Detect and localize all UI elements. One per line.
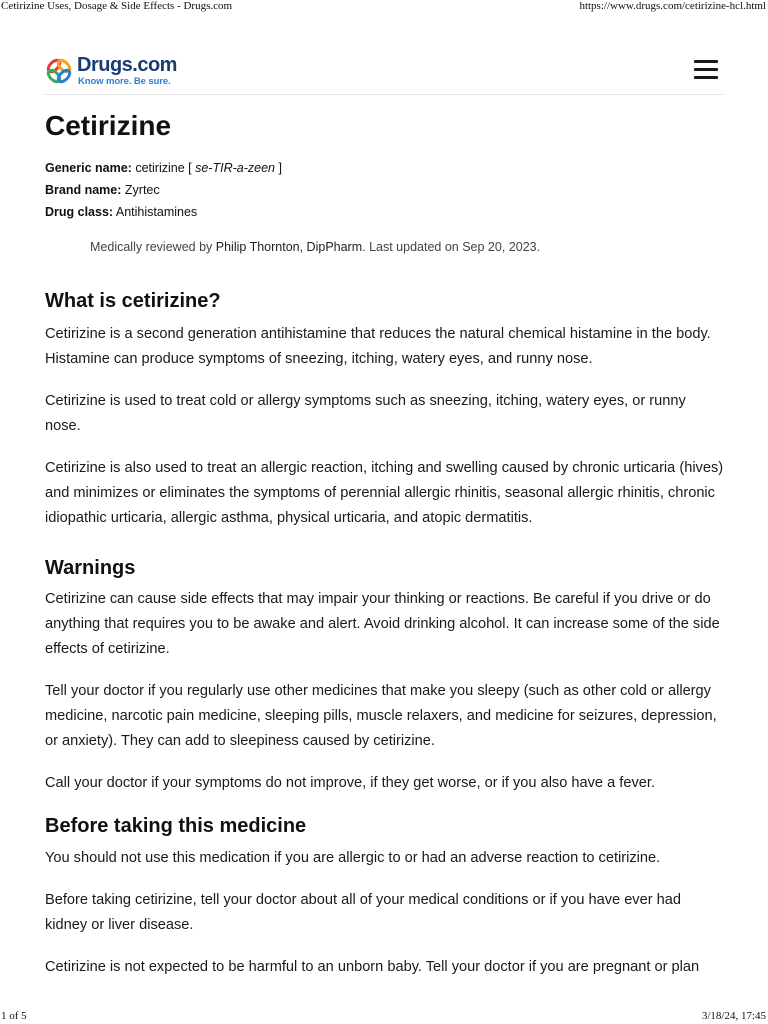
last-updated: . Last updated on Sep 20, 2023. bbox=[362, 240, 541, 254]
paragraph: Cetirizine is used to treat cold or allergy symptoms such as sneezing, itching, watery eyes, or runny nose. bbox=[45, 393, 686, 434]
logo-wordmark: Drugs.com bbox=[77, 54, 177, 76]
section-heading: Before taking this medicine bbox=[45, 815, 307, 837]
print-page-title: Cetirizine Uses, Dosage & Side Effects - Drugs.com bbox=[1, 0, 233, 12]
site-logo[interactable] bbox=[44, 54, 204, 88]
brand-name-value: Zyrtec bbox=[124, 183, 160, 197]
section-before-taking bbox=[45, 813, 725, 980]
pronunciation-close: ] bbox=[278, 161, 282, 175]
generic-name-label: Generic name: bbox=[45, 161, 132, 175]
drugs-com-logo-icon bbox=[44, 56, 74, 86]
paragraph: Cetirizine is also used to treat an allergic reaction, itching and swelling caused by chronic urticaria (hives) and minimizes or eliminates the symptoms of perennial allergic rhinitis, seasonal allergic rhinitis, chronic idiopathic urticaria, allergic asthma, physical urticaria, and atopic dermatitis. bbox=[45, 460, 724, 526]
reviewer-link[interactable]: Philip Thornton, DipPharm bbox=[215, 240, 363, 254]
drug-class-label: Drug class: bbox=[45, 205, 114, 219]
pronunciation: se-TIR-a-zeen bbox=[195, 161, 275, 175]
page-title: Cetirizine bbox=[45, 110, 172, 141]
print-footer bbox=[0, 1010, 768, 1024]
print-header bbox=[0, 0, 768, 14]
article bbox=[45, 106, 725, 980]
paragraph: Call your doctor if your symptoms do not improve, if they get worse, or if you also have a fever. bbox=[45, 775, 655, 791]
review-byline bbox=[45, 237, 725, 257]
site-header bbox=[44, 52, 724, 95]
review-prefix: Medically reviewed by bbox=[90, 240, 213, 254]
pronunciation-open: [ bbox=[188, 161, 192, 175]
logo-tagline: Know more. Be sure. bbox=[78, 76, 171, 87]
generic-name-row bbox=[45, 157, 725, 179]
section-heading: What is cetirizine? bbox=[45, 290, 221, 312]
paragraph: Tell your doctor if you regularly use other medicines that make you sleepy (such as other cold or allergy medicine, narcotic pain medicine, sleeping pills, muscle relaxers, and medicine for seizures, depression, or anxiety). They can add to sleepiness caused by cetirizine. bbox=[45, 683, 717, 749]
drug-class-value[interactable]: Antihistamines bbox=[115, 205, 198, 219]
drug-meta bbox=[45, 157, 725, 223]
page-counter: 1 of 5 bbox=[1, 1010, 27, 1022]
paragraph: Cetirizine can cause side effects that may impair your thinking or reactions. Be careful if you drive or do anything that requires you to be awake and alert. Avoid drinking alcohol. It can increase some of the side effects of cetirizine. bbox=[45, 591, 720, 657]
section-heading: Warnings bbox=[45, 557, 136, 579]
paragraph: Before taking cetirizine, tell your doctor about all of your medical conditions or if you have ever had kidney or liver disease. bbox=[45, 892, 681, 933]
section-what-is bbox=[45, 288, 725, 531]
brand-name-row bbox=[45, 179, 725, 201]
generic-name-value: cetirizine bbox=[135, 161, 185, 175]
print-timestamp: 3/18/24, 17:45 bbox=[701, 1010, 766, 1022]
brand-name-label: Brand name: bbox=[45, 183, 122, 197]
paragraph: Cetirizine is a second generation antihistamine that reduces the natural chemical histamine in the body. Histamine can produce symptoms of sneezing, itching, watery eyes, and runny nose. bbox=[45, 326, 711, 367]
hamburger-menu-icon[interactable] bbox=[694, 60, 718, 80]
paragraph: You should not use this medication if you are allergic to or had an adverse reaction to cetirizine. bbox=[45, 850, 661, 866]
paragraph: Cetirizine is not expected to be harmful to an unborn baby. Tell your doctor if you are pregnant or plan bbox=[45, 959, 700, 975]
drug-class-row bbox=[45, 201, 725, 223]
section-warnings bbox=[45, 555, 725, 796]
print-page-url: https://www.drugs.com/cetirizine-hcl.html bbox=[579, 0, 766, 12]
